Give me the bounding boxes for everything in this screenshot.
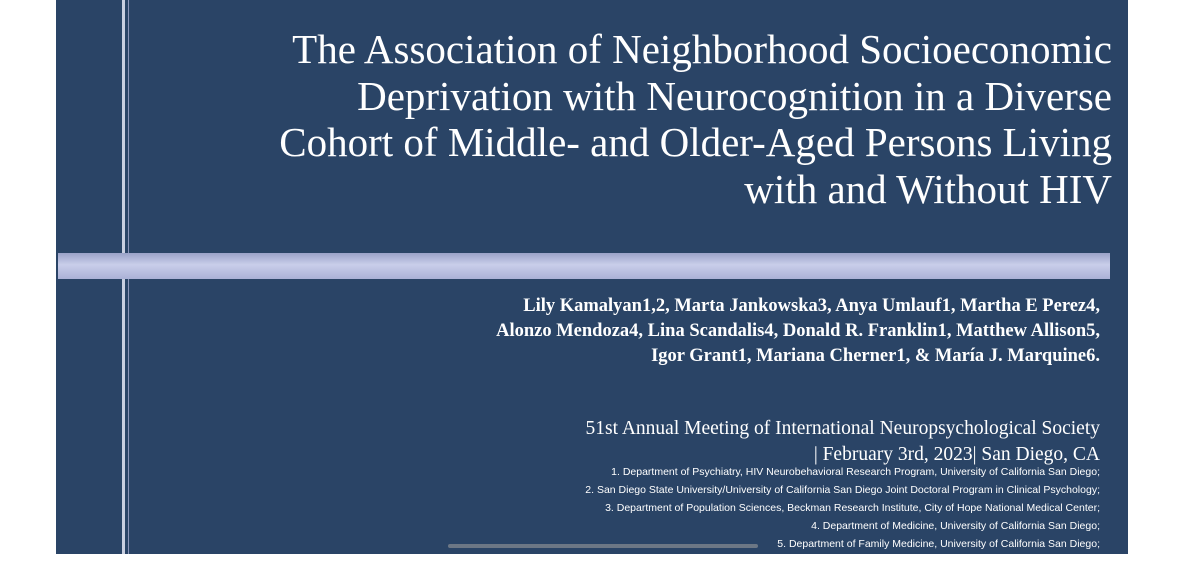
- title-line: with and Without HIV: [744, 166, 1112, 213]
- title-line: Deprivation with Neurocognition in a Diverse: [357, 72, 1112, 119]
- author-line: Igor Grant1, Mariana Cherner1, & María J. Marquine6.: [651, 346, 1100, 366]
- affiliation-list: [200, 463, 1100, 571]
- author-list: [200, 294, 1100, 369]
- title-line: The Association of Neighborhood Socioeconomic: [292, 26, 1112, 72]
- meeting-info: [200, 416, 1100, 468]
- affiliation-line: 2. San Diego State University/University of California San Diego Joint Doctoral Program in Clinical Psychology;: [585, 484, 1100, 496]
- author-line: Alonzo Mendoza4, Lina Scandalis4, Donald R. Franklin1, Matthew Allison5,: [496, 321, 1100, 341]
- affiliation-line: 4. Department of Medicine, University of California San Diego;: [811, 520, 1100, 532]
- slide-title: [152, 26, 1112, 213]
- title-line: Cohort of Middle- and Older-Aged Persons Living: [279, 119, 1112, 166]
- author-line: Lily Kamalyan1,2, Marta Jankowska3, Anya Umlauf1, Martha E Perez4,: [523, 296, 1100, 316]
- affiliation-line: 3. Department of Population Sciences, Beckman Research Institute, City of Hope National Medical Center;: [605, 502, 1100, 514]
- meeting-line: 51st Annual Meeting of International Neuropsychological Society: [585, 418, 1100, 439]
- affiliation-line: 1. Department of Psychiatry, HIV Neurobehavioral Research Program, University of California San Diego;: [611, 466, 1100, 478]
- affiliation-line: 6. Departments of Medicine (Geriatrics Division) and Psychiatry, Duke University School of Medicine: [635, 556, 1100, 568]
- meeting-line: | February 3rd, 2023| San Diego, CA: [813, 444, 1100, 465]
- affiliation-line: 5. Department of Family Medicine, University of California San Diego;: [777, 538, 1100, 550]
- divider-bar: [58, 253, 1110, 279]
- scrollbar[interactable]: [448, 544, 758, 548]
